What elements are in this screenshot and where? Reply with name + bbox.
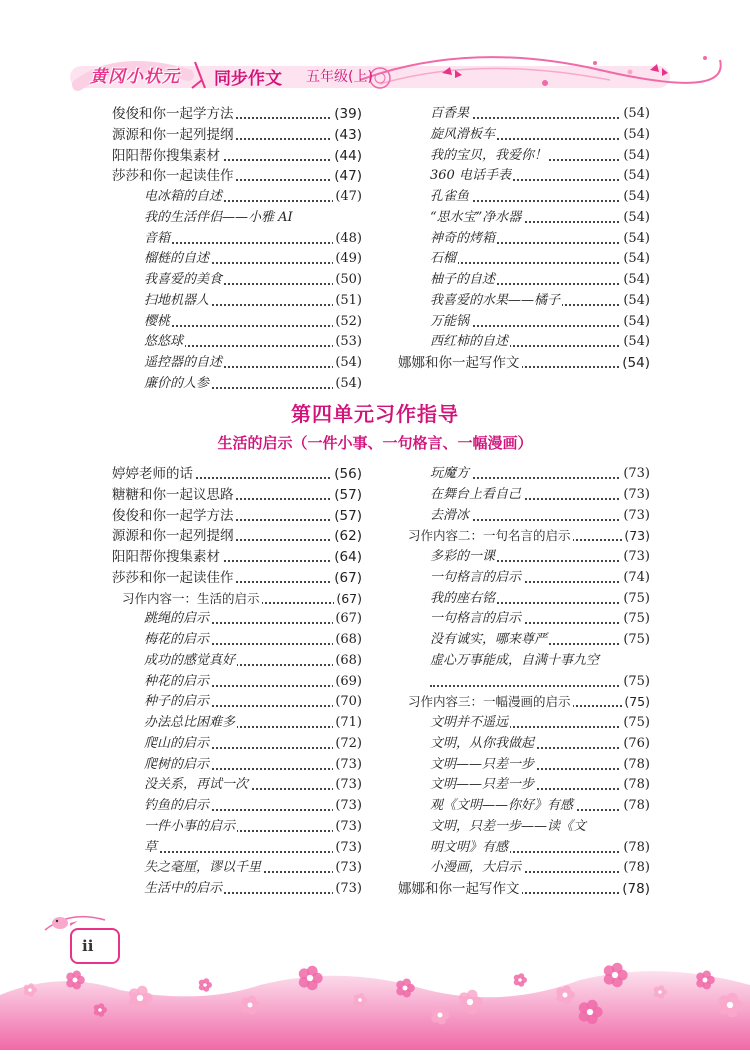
toc-entry-page: (75) — [622, 692, 650, 712]
toc-entry[interactable] — [430, 672, 650, 692]
toc-entry[interactable] — [430, 547, 650, 567]
toc-entry-page: (48) — [333, 229, 362, 249]
toc-entry[interactable] — [144, 651, 362, 671]
toc-entry[interactable] — [430, 506, 650, 526]
toc-entry[interactable] — [112, 166, 362, 186]
toc-entry-title: 习作内容三：一幅漫画的启示 — [408, 692, 573, 712]
dot-leader — [430, 685, 650, 687]
toc-entry-title: 文明，从你我做起 — [430, 734, 536, 754]
toc-entry-page: (73) — [622, 526, 650, 546]
toc-entry-page: (72) — [333, 734, 362, 754]
toc-entry-title: 我的生活伴侣——小雅 AI — [144, 210, 293, 225]
unit-subtitle: 生活的启示（一件小事、一句格言、一幅漫画） — [217, 434, 533, 452]
header-banner — [0, 0, 750, 100]
toc-entry-page: (54) — [621, 229, 650, 249]
toc-entry-title: 俊俊和你一起学方法 — [112, 508, 234, 524]
toc-entry-title: 一件小事的启示 — [144, 817, 237, 837]
toc-entry-page: (62) — [334, 528, 362, 544]
toc-entry[interactable] — [144, 838, 362, 858]
toc-entry[interactable] — [430, 464, 650, 484]
unit-title: 第四单元习作指导 — [291, 402, 459, 426]
toc-entry-page: (54) — [621, 249, 650, 269]
page-number: ii — [70, 928, 120, 964]
toc-entry[interactable] — [398, 353, 650, 373]
toc-entry-page: (54) — [621, 166, 650, 186]
toc-entry-title: 跳绳的启示 — [144, 609, 211, 629]
toc-entry-title: 小漫画，大启示 — [430, 858, 523, 878]
toc-entry-title: 爬树的启示 — [144, 755, 211, 775]
toc-entry-title: 生活中的启示 — [144, 879, 224, 899]
toc-entry[interactable] — [144, 374, 362, 394]
toc-entry-title: 石榴 — [430, 249, 458, 269]
toc-entry-title: 莎莎和你一起读佳作 — [112, 168, 234, 184]
toc-entry[interactable] — [430, 229, 650, 249]
toc-entry-page: (78) — [621, 838, 650, 858]
toc-entry[interactable] — [430, 249, 650, 269]
toc-entry-page: (76) — [621, 734, 650, 754]
toc-entry-title: 源源和你一起列提纲 — [112, 528, 234, 544]
toc-entry-title: 神奇的烤箱 — [430, 229, 497, 249]
toc-entry[interactable] — [398, 879, 650, 899]
grade-label: 五年级(上) — [306, 69, 373, 85]
toc-entry-title: 糖糖和你一起议思路 — [112, 487, 234, 503]
toc-entry-title: 旋风滑板车 — [430, 125, 497, 145]
toc-entry-page: (57) — [334, 487, 362, 503]
toc-entry-title: 360 电话手表 — [430, 166, 513, 186]
toc-entry-page: (73) — [333, 755, 362, 775]
toc-entry[interactable] — [144, 312, 362, 332]
brand-logo: 黄冈小状元 — [90, 67, 180, 87]
toc-entry-title: 婷婷老师的话 — [112, 466, 193, 482]
toc-entry-title: 音箱 — [144, 229, 172, 249]
toc-entry-title: 玩魔方 — [430, 464, 471, 484]
toc-entry[interactable] — [144, 755, 362, 775]
toc-entry-title: 阳阳帮你搜集素材 — [112, 148, 220, 164]
toc-entry-page: (75) — [621, 609, 650, 629]
toc-entry-page: (73) — [333, 775, 362, 795]
toc-entry[interactable] — [144, 858, 362, 878]
toc-entry[interactable] — [144, 672, 362, 692]
toc-entry-title: 没有诚实，哪来尊严 — [430, 630, 549, 650]
toc-entry[interactable] — [144, 692, 362, 712]
toc-entry[interactable] — [112, 547, 362, 567]
footer-decoration — [0, 950, 750, 1050]
toc-entry-page: (73) — [333, 858, 362, 878]
toc-entry[interactable] — [430, 609, 650, 629]
toc-entry-page: (71) — [333, 713, 362, 733]
toc-entry-page: (54) — [621, 312, 650, 332]
toc-entry[interactable] — [430, 146, 650, 166]
toc-entry-title: 娜娜和你一起写作文 — [398, 355, 520, 371]
toc-entry-page: (51) — [333, 291, 362, 311]
toc-entry[interactable] — [430, 858, 650, 878]
toc-entry-title: “思水宝”净水器 — [430, 208, 523, 228]
toc-entry-page: (54) — [621, 332, 650, 352]
toc-entry-title: 习作内容一：生活的启示 — [122, 589, 262, 609]
toc-entry-page: (43) — [334, 127, 362, 143]
toc-entry-title: 在舞台上看自己 — [430, 485, 523, 505]
toc-entry-title: 文明，只差一步——读《文 — [430, 819, 587, 834]
toc-entry-title: 文明并不遥远 — [430, 713, 510, 733]
toc-entry[interactable] — [430, 187, 650, 207]
toc-entry-title: 种子的启示 — [144, 692, 211, 712]
toc-entry-page: (54) — [621, 125, 650, 145]
toc-entry-title: 西红柿的自述 — [430, 332, 510, 352]
toc-entry-page: (67) — [334, 570, 362, 586]
toc-entry-page: (73) — [333, 879, 362, 899]
toc-entry-title: 万能锅 — [430, 312, 471, 332]
toc-entry[interactable] — [144, 775, 362, 795]
footer-flowers — [0, 950, 750, 1050]
toc-entry-page: (54) — [621, 270, 650, 290]
series-title: 同步作文 — [214, 69, 282, 89]
toc-entry-title: 源源和你一起列提纲 — [112, 127, 234, 143]
toc-entry[interactable] — [112, 146, 362, 166]
toc-entry-title: 榴梿的自述 — [144, 249, 211, 269]
toc-entry-title: 一句格言的启示 — [430, 609, 523, 629]
toc-entry-page: (78) — [621, 858, 650, 878]
toc-entry-page: (73) — [333, 817, 362, 837]
toc-entry[interactable] — [430, 291, 650, 311]
toc-entry[interactable] — [430, 312, 650, 332]
toc-entry-title: 樱桃 — [144, 312, 172, 332]
toc-entry-page: (54) — [621, 187, 650, 207]
toc-entry[interactable] — [430, 568, 650, 588]
toc-entry[interactable] — [144, 229, 362, 249]
toc-entry-page: (74) — [621, 568, 650, 588]
toc-entry-title: 文明——只差一步 — [430, 775, 536, 795]
toc-entry-page: (54) — [333, 374, 362, 394]
toc-entry[interactable] — [430, 208, 650, 228]
toc-entry-page: (68) — [333, 651, 362, 671]
toc-entry-page: (69) — [333, 672, 362, 692]
toc-entry-page: (54) — [333, 353, 362, 373]
toc-entry-page: (50) — [333, 270, 362, 290]
toc-entry-title: 扫地机器人 — [144, 291, 211, 311]
toc-entry-title: 阳阳帮你搜集素材 — [112, 549, 220, 565]
toc-entry-page: (78) — [621, 796, 650, 816]
toc-entry-page: (54) — [621, 146, 650, 166]
toc-entry-title: 莎莎和你一起读佳作 — [112, 570, 234, 586]
toc-entry-page: (39) — [334, 106, 362, 122]
toc-entry-title: 种花的启示 — [144, 672, 211, 692]
toc-entry-page: (75) — [621, 589, 650, 609]
toc-entry-title: 孔雀鱼 — [430, 187, 471, 207]
toc-entry-page: (70) — [333, 692, 362, 712]
toc-entry-page: (73) — [333, 796, 362, 816]
toc-entry-title: 娜娜和你一起写作文 — [398, 881, 520, 897]
toc-entry[interactable] — [430, 166, 650, 186]
toc-entry-title: 一句格言的启示 — [430, 568, 523, 588]
toc-entry-page: (56) — [334, 466, 362, 482]
toc-entry-title: 爬山的启示 — [144, 734, 211, 754]
toc-entry[interactable] — [430, 755, 650, 775]
dot-leader — [144, 242, 362, 244]
toc-entry-page: (78) — [621, 755, 650, 775]
toc-entry-title: 我的宝贝，我爱你！ — [430, 146, 549, 166]
toc-entry[interactable] — [430, 775, 650, 795]
toc-entry-title: 习作内容二：一句名言的启示 — [408, 526, 573, 546]
toc-entry[interactable] — [144, 332, 362, 352]
toc-entry[interactable] — [408, 692, 650, 712]
toc-entry-page: (47) — [334, 168, 362, 184]
toc-entry[interactable] — [430, 332, 650, 352]
toc-entry-page: (49) — [333, 249, 362, 269]
toc-entry-page: (52) — [333, 312, 362, 332]
toc-entry-page: (67) — [333, 609, 362, 629]
toc-entry-page: (67) — [334, 589, 362, 609]
toc-entry[interactable] — [112, 125, 362, 145]
toc-entry-title: 成功的感觉真好 — [144, 651, 237, 671]
toc-entry-title: 多彩的一课 — [430, 547, 497, 567]
toc-entry-page: (53) — [333, 332, 362, 352]
toc-entry-title: 梅花的启示 — [144, 630, 211, 650]
toc-entry-page: (47) — [333, 187, 362, 207]
toc-entry-title: 柚子的自述 — [430, 270, 497, 290]
toc-entry-title: 去滑冰 — [430, 506, 471, 526]
toc-entry[interactable] — [144, 187, 362, 207]
toc-entry-page: (73) — [333, 838, 362, 858]
toc-entry[interactable] — [144, 270, 362, 290]
toc-entry[interactable] — [430, 270, 650, 290]
toc-entry-page: (78) — [622, 881, 650, 897]
toc-entry[interactable] — [430, 838, 650, 858]
toc-entry-title: 俊俊和你一起学方法 — [112, 106, 234, 122]
toc-entry[interactable] — [430, 796, 650, 816]
toc-entry[interactable] — [144, 796, 362, 816]
toc-entry-title: 悠悠球 — [144, 332, 185, 352]
toc-entry-page: (54) — [622, 355, 650, 371]
toc-entry[interactable] — [112, 568, 362, 588]
toc-entry-page: (73) — [621, 485, 650, 505]
toc-entry[interactable] — [144, 353, 362, 373]
toc-entry-title: 百香果 — [430, 104, 471, 124]
toc-entry[interactable] — [144, 713, 362, 733]
toc-entry-title: 电冰箱的自述 — [144, 187, 224, 207]
flower-decoration — [199, 978, 212, 992]
toc-entry-title: 虚心万事能成，自满十事九空 — [430, 653, 600, 668]
toc-entry[interactable] — [144, 630, 362, 650]
toc-entry[interactable] — [430, 125, 650, 145]
toc-entry[interactable] — [144, 291, 362, 311]
toc-entry-title: 观《文明——你好》有感 — [430, 796, 575, 816]
toc-entry-page: (57) — [334, 508, 362, 524]
toc-entry[interactable] — [144, 879, 362, 899]
toc-entry[interactable] — [112, 506, 362, 526]
toc-entry[interactable] — [112, 526, 362, 546]
toc-entry-page: (75) — [621, 713, 650, 733]
toc-entry[interactable] — [144, 609, 362, 629]
toc-entry-title: 明文明》有感 — [430, 838, 510, 858]
toc-entry-title: 遥控器的自述 — [144, 353, 224, 373]
toc-entry-page: (78) — [621, 775, 650, 795]
toc-entry-title: 文明——只差一步 — [430, 755, 536, 775]
toc-entry-title: 没关系，再试一次 — [144, 775, 250, 795]
toc-entry-page: (54) — [621, 104, 650, 124]
toc-entry-title: 失之毫厘，谬以千里 — [144, 858, 263, 878]
toc-entry[interactable] — [112, 485, 362, 505]
toc-entry[interactable] — [430, 734, 650, 754]
toc-entry-title: 我喜爱的水果——橘子 — [430, 291, 562, 311]
toc-entry[interactable] — [112, 464, 362, 484]
toc-entry-page: (68) — [333, 630, 362, 650]
toc-entry-title: 草 — [144, 838, 159, 858]
toc-entry-title: 廉价的人参 — [144, 374, 211, 394]
flower-decoration — [514, 973, 527, 987]
toc-entry-page: (73) — [621, 506, 650, 526]
toc-entry[interactable] — [430, 104, 650, 124]
toc-entry[interactable] — [122, 589, 362, 609]
toc-entry-page: (54) — [621, 208, 650, 228]
toc-entry-page: (54) — [621, 291, 650, 311]
dot-leader — [144, 325, 362, 327]
dot-leader — [430, 262, 650, 264]
toc-entry[interactable] — [408, 526, 650, 546]
toc-entry-title: 钓鱼的启示 — [144, 796, 211, 816]
toc-entry-page: (73) — [621, 547, 650, 567]
toc-entry[interactable] — [430, 630, 650, 650]
toc-entry[interactable] — [430, 485, 650, 505]
toc-entry-page: (75) — [621, 630, 650, 650]
toc-entry-title: 我喜爱的美食 — [144, 270, 224, 290]
toc-entry-page: (73) — [621, 464, 650, 484]
toc-entry-title: 办法总比困难多 — [144, 713, 237, 733]
toc-entry-page: (75) — [621, 672, 650, 692]
toc-entry-page: (64) — [334, 549, 362, 565]
toc-entry[interactable] — [430, 713, 650, 733]
toc-entry[interactable] — [144, 734, 362, 754]
dot-leader — [144, 851, 362, 853]
toc-entry[interactable] — [112, 104, 362, 124]
toc-entry[interactable] — [144, 817, 362, 837]
toc-entry[interactable] — [430, 589, 650, 609]
toc-entry-page: (44) — [334, 148, 362, 164]
toc-entry-title: 我的座右铭 — [430, 589, 497, 609]
toc-entry[interactable] — [144, 249, 362, 269]
